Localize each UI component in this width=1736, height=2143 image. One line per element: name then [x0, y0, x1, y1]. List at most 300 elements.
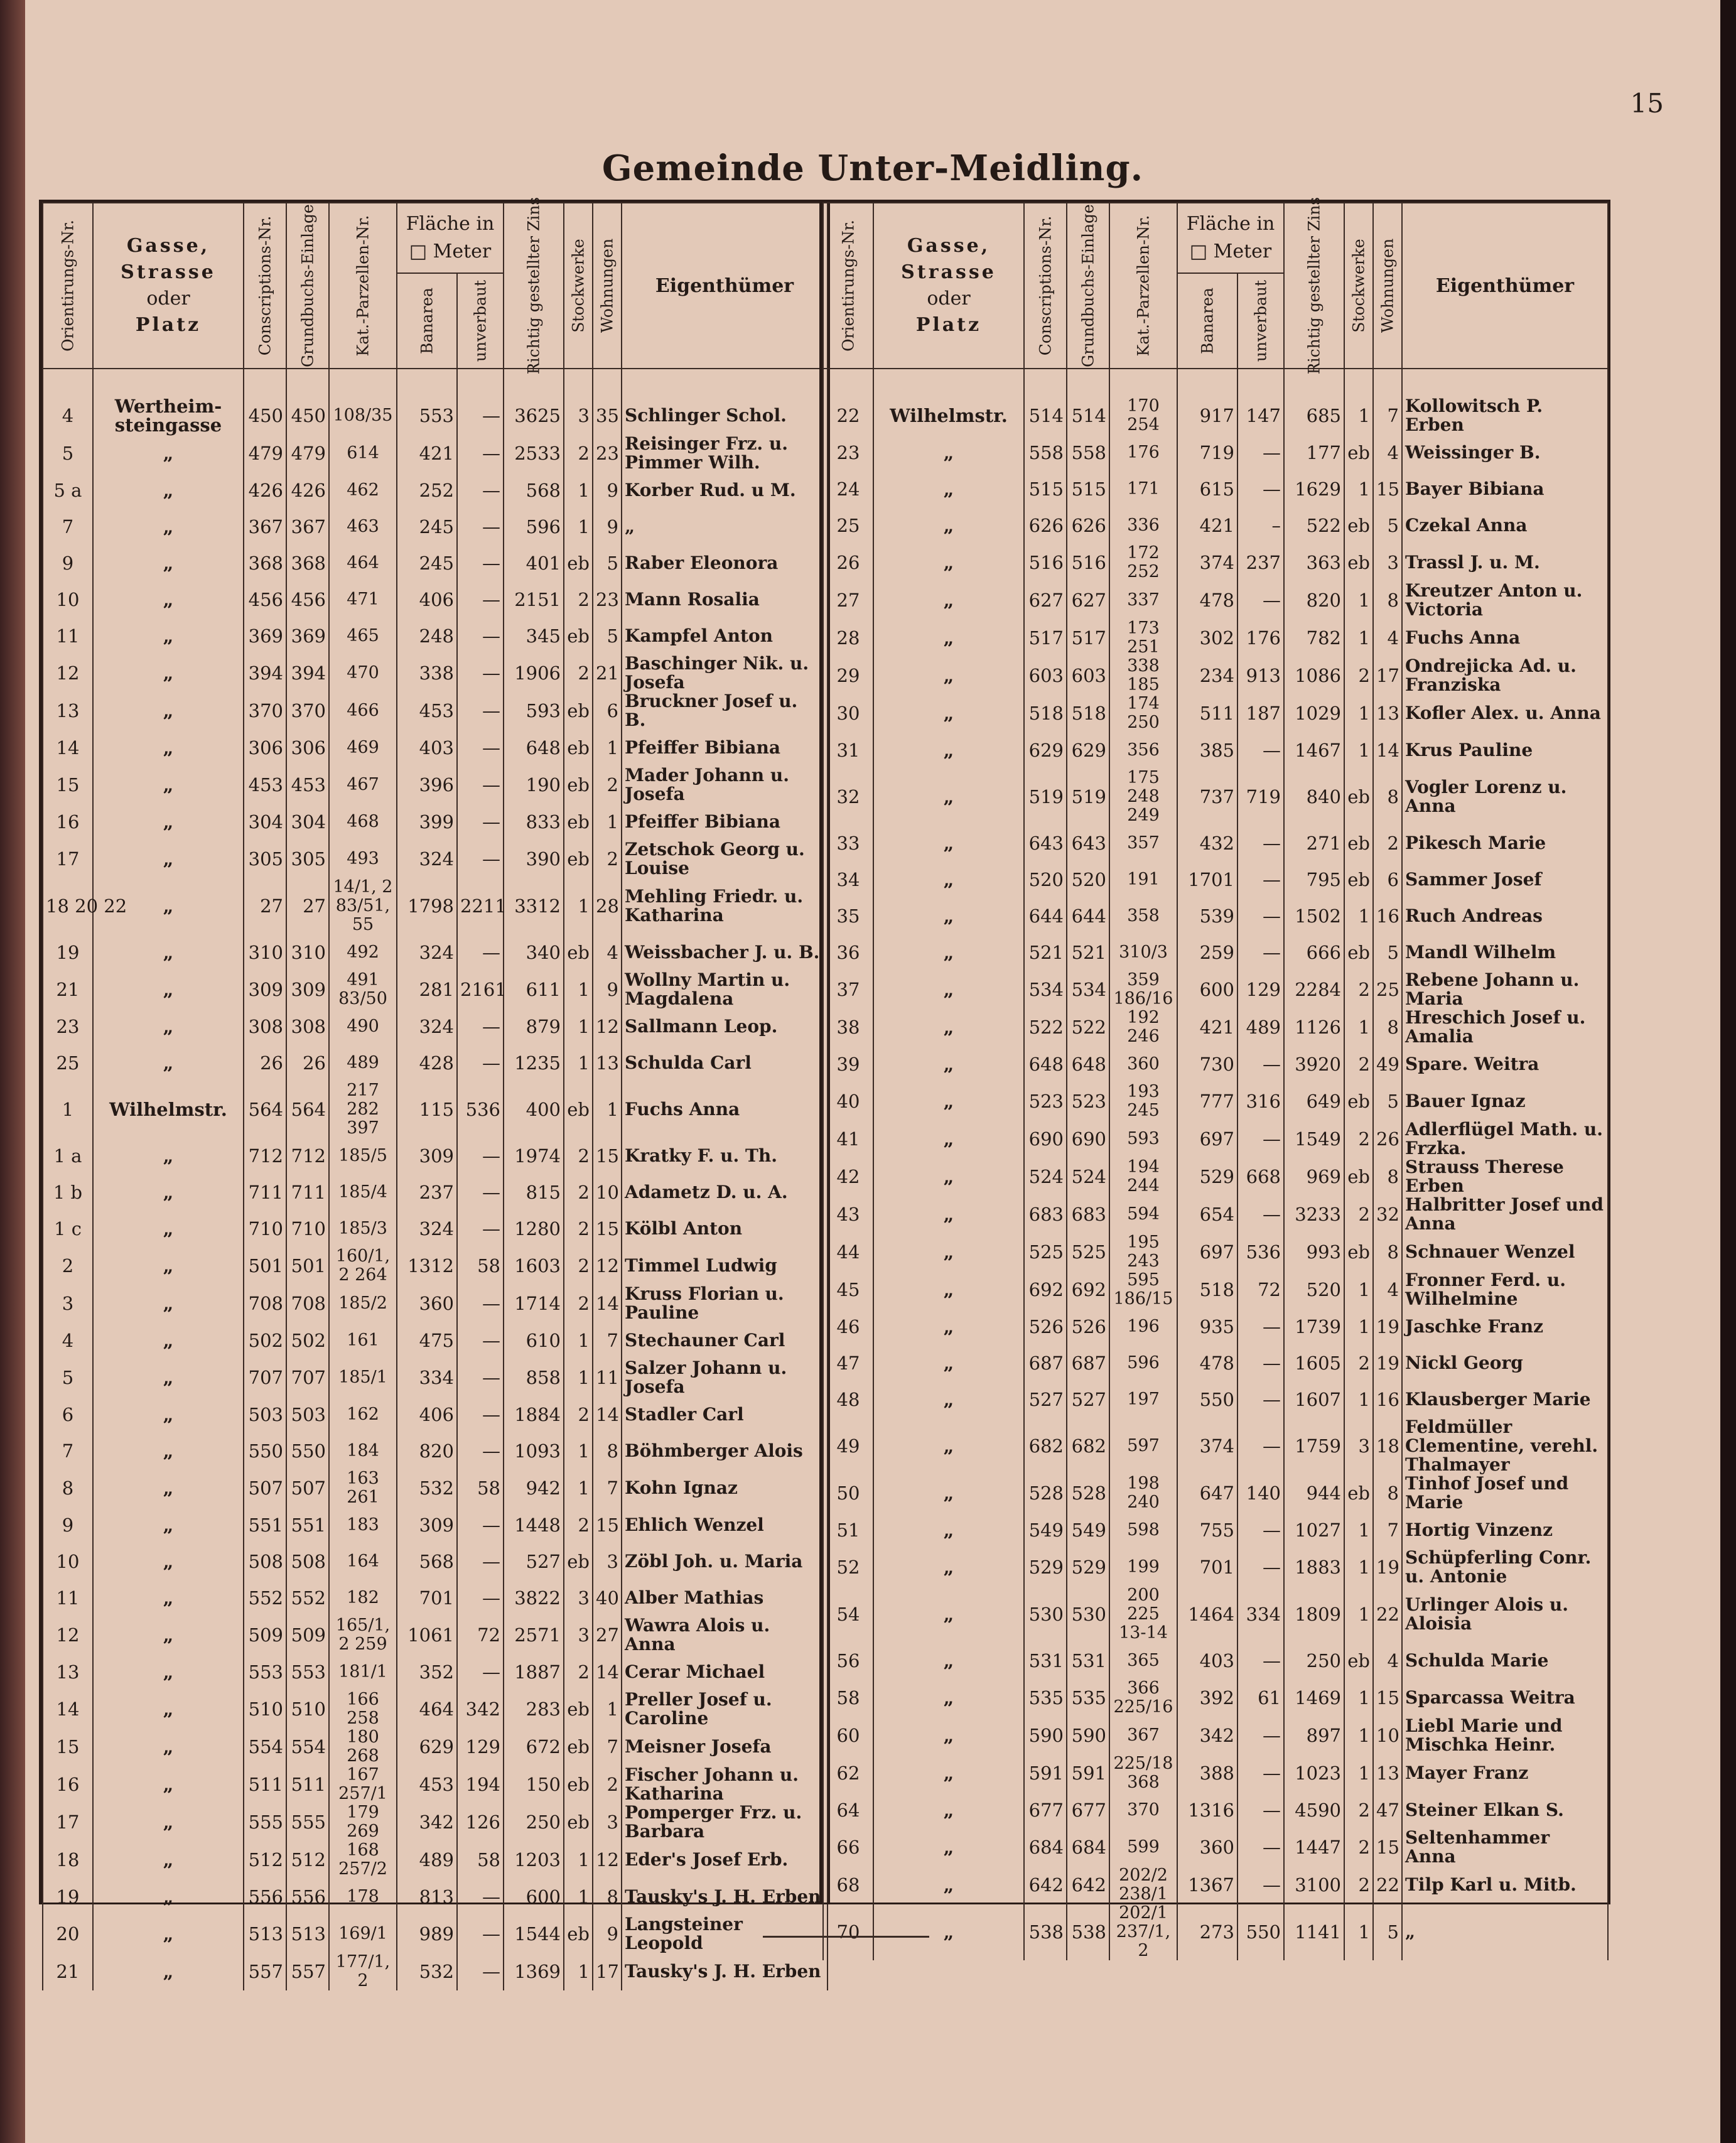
- table-row: [823, 1548, 1608, 1586]
- cell-zins: 1467: [1284, 732, 1344, 769]
- cell-kat-parzellen-nr: 465: [329, 618, 397, 654]
- cell-eigenthuemer: Klausberger Marie: [1402, 1381, 1608, 1418]
- cell-eigenthuemer: Tinhof Josef und Marie: [1402, 1474, 1608, 1512]
- cell-grundbuchs-einlage: 710: [286, 1211, 329, 1247]
- cell-kat-parzellen-nr: 614: [329, 435, 397, 472]
- cell-zins: 944: [1284, 1474, 1344, 1512]
- cell-orientirungs-nr: 17: [43, 1803, 93, 1841]
- cell-unverbaut: 668: [1237, 1158, 1284, 1196]
- cell-unverbaut: 316: [1237, 1082, 1284, 1120]
- cell-banarea: 529: [1177, 1158, 1237, 1196]
- cell-conscriptions-nr: 310: [244, 934, 286, 971]
- cell-orientirungs-nr: 46: [823, 1309, 873, 1345]
- cell-stockwerke: eb: [1344, 861, 1373, 898]
- cell-kat-parzellen-nr: 166 258: [329, 1690, 397, 1728]
- cell-unverbaut: —: [457, 730, 504, 766]
- table-row: [823, 619, 1608, 657]
- cell-orientirungs-nr: 11: [43, 618, 93, 654]
- cell-stockwerke: eb: [564, 692, 593, 730]
- cell-zins: 600: [504, 1879, 564, 1915]
- cell-kat-parzellen-nr: 464: [329, 545, 397, 581]
- cell-zins: 1974: [504, 1138, 564, 1174]
- cell-eigenthuemer: Zetschok Georg u. Louise: [622, 840, 828, 878]
- cell-eigenthuemer: Schnauer Wenzel: [1402, 1233, 1608, 1271]
- cell-wohnungen: 8: [1373, 581, 1402, 619]
- cell-orientirungs-nr: 37: [823, 971, 873, 1008]
- cell-conscriptions-nr: 305: [244, 840, 286, 878]
- cell-orientirungs-nr: 40: [823, 1082, 873, 1120]
- cell-orientirungs-nr: 35: [823, 898, 873, 934]
- header-unverbaut: unverbaut: [457, 273, 504, 369]
- table-row: [823, 769, 1608, 825]
- header-stockwerke: Stockwerke: [564, 203, 593, 369]
- cell-stockwerke: eb: [1344, 544, 1373, 581]
- cell-banarea: 1367: [1177, 1866, 1237, 1904]
- cell-zins: 1714: [504, 1285, 564, 1322]
- table-row: [823, 1474, 1608, 1512]
- cell-grundbuchs-einlage: 305: [286, 840, 329, 878]
- cell-unverbaut: —: [457, 1654, 504, 1690]
- cell-banarea: 532: [397, 1953, 457, 1990]
- cell-grundbuchs-einlage: 708: [286, 1285, 329, 1322]
- cell-unverbaut: —: [1237, 1120, 1284, 1158]
- cell-unverbaut: —: [1237, 898, 1284, 934]
- cell-grundbuchs-einlage: 304: [286, 804, 329, 840]
- cell-unverbaut: 176: [1237, 619, 1284, 657]
- cell-banarea: 1798: [397, 878, 457, 934]
- cell-grundbuchs-einlage: 523: [1067, 1082, 1109, 1120]
- cell-banarea: 403: [397, 730, 457, 766]
- cell-kat-parzellen-nr: 471: [329, 581, 397, 618]
- cell-stockwerke: 1: [564, 878, 593, 934]
- header-banarea: Banarea: [397, 273, 457, 369]
- cell-zins: 610: [504, 1322, 564, 1359]
- cell-eigenthuemer: Liebl Marie und Mischka Heinr.: [1402, 1717, 1608, 1754]
- cell-banarea: 1316: [1177, 1792, 1237, 1828]
- cell-gasse: „: [93, 1953, 244, 1990]
- cell-zins: 593: [504, 692, 564, 730]
- cell-wohnungen: 12: [593, 1247, 622, 1285]
- table-row: [823, 471, 1608, 507]
- cell-eigenthuemer: Kölbl Anton: [622, 1211, 828, 1247]
- cell-stockwerke: 1: [1344, 581, 1373, 619]
- cell-stockwerke: 2: [564, 1247, 593, 1285]
- table-row: [43, 1616, 828, 1654]
- cell-zins: 2151: [504, 581, 564, 618]
- cell-unverbaut: —: [457, 1543, 504, 1580]
- header-zins: Richtig gestellter Zins: [504, 203, 564, 369]
- cell-orientirungs-nr: 4: [43, 1322, 93, 1359]
- cell-conscriptions-nr: 453: [244, 766, 286, 804]
- cell-grundbuchs-einlage: 644: [1067, 898, 1109, 934]
- cell-orientirungs-nr: 68: [823, 1866, 873, 1904]
- cell-eigenthuemer: Fuchs Anna: [622, 1081, 828, 1138]
- cell-grundbuchs-einlage: 555: [286, 1803, 329, 1841]
- cell-wohnungen: 17: [1373, 657, 1402, 694]
- cell-zins: 3233: [1284, 1196, 1344, 1233]
- cell-conscriptions-nr: 708: [244, 1285, 286, 1322]
- cell-gasse: Wertheim-steingasse: [93, 369, 244, 435]
- cell-eigenthuemer: Bruckner Josef u. B.: [622, 692, 828, 730]
- cell-wohnungen: 12: [593, 1841, 622, 1879]
- cell-kat-parzellen-nr: 367: [1109, 1717, 1177, 1754]
- cell-unverbaut: 72: [1237, 1271, 1284, 1309]
- cell-grundbuchs-einlage: 642: [1067, 1866, 1109, 1904]
- cell-unverbaut: —: [457, 618, 504, 654]
- cell-gasse: „: [873, 1643, 1024, 1679]
- cell-wohnungen: 32: [1373, 1196, 1402, 1233]
- header-kat-parzellen-nr: Kat.-Parzellen-Nr.: [329, 203, 397, 369]
- cell-zins: 1369: [504, 1953, 564, 1990]
- cell-kat-parzellen-nr: 492: [329, 934, 397, 971]
- cell-zins: 1126: [1284, 1008, 1344, 1046]
- cell-eigenthuemer: Kofler Alex. u. Anna: [1402, 694, 1608, 732]
- cell-kat-parzellen-nr: 168 257/2: [329, 1841, 397, 1879]
- cell-unverbaut: —: [457, 1045, 504, 1081]
- table-row: [43, 1211, 828, 1247]
- cell-kat-parzellen-nr: 596: [1109, 1345, 1177, 1381]
- cell-stockwerke: 1: [1344, 1381, 1373, 1418]
- cell-grundbuchs-einlage: 26: [286, 1045, 329, 1081]
- cell-kat-parzellen-nr: 225/18 368: [1109, 1754, 1177, 1792]
- cell-unverbaut: —: [1237, 1309, 1284, 1345]
- cell-kat-parzellen-nr: 358: [1109, 898, 1177, 934]
- cell-wohnungen: 12: [593, 1008, 622, 1045]
- cell-grundbuchs-einlage: 553: [286, 1654, 329, 1690]
- cell-kat-parzellen-nr: 370: [1109, 1792, 1177, 1828]
- cell-kat-parzellen-nr: 176: [1109, 435, 1177, 471]
- cell-eigenthuemer: Böhmberger Alois: [622, 1433, 828, 1469]
- table-row: [43, 472, 828, 509]
- cell-conscriptions-nr: 558: [1024, 435, 1067, 471]
- cell-stockwerke: 1: [564, 1433, 593, 1469]
- cell-orientirungs-nr: 12: [43, 1616, 93, 1654]
- cell-stockwerke: 1: [564, 1008, 593, 1045]
- cell-banarea: 654: [1177, 1196, 1237, 1233]
- cell-orientirungs-nr: 30: [823, 694, 873, 732]
- register-table-right: [819, 197, 1610, 1960]
- cell-eigenthuemer: Urlinger Alois u. Aloisia: [1402, 1586, 1608, 1643]
- cell-orientirungs-nr: 28: [823, 619, 873, 657]
- cell-eigenthuemer: Seltenhammer Anna: [1402, 1828, 1608, 1866]
- cell-unverbaut: —: [1237, 1548, 1284, 1586]
- cell-kat-parzellen-nr: 202/2 238/1: [1109, 1866, 1177, 1904]
- cell-unverbaut: —: [1237, 1643, 1284, 1679]
- cell-gasse: „: [873, 1418, 1024, 1474]
- header-unverbaut: unverbaut: [1237, 273, 1284, 369]
- cell-conscriptions-nr: 682: [1024, 1418, 1067, 1474]
- cell-gasse: „: [93, 1654, 244, 1690]
- table-row: [823, 1512, 1608, 1548]
- cell-wohnungen: 5: [1373, 934, 1402, 971]
- cell-grundbuchs-einlage: 590: [1067, 1717, 1109, 1754]
- cell-unverbaut: —: [457, 1915, 504, 1953]
- table-row: [43, 654, 828, 692]
- cell-wohnungen: 13: [593, 1045, 622, 1081]
- cell-wohnungen: 15: [1373, 471, 1402, 507]
- cell-zins: 4590: [1284, 1792, 1344, 1828]
- register-page: [25, 0, 1720, 2143]
- cell-gasse: „: [93, 1285, 244, 1322]
- cell-stockwerke: eb: [564, 1543, 593, 1580]
- cell-wohnungen: 15: [1373, 1828, 1402, 1866]
- cell-zins: 1469: [1284, 1679, 1344, 1717]
- cell-zins: 1447: [1284, 1828, 1344, 1866]
- cell-wohnungen: 9: [593, 509, 622, 545]
- table-row: [823, 1904, 1608, 1960]
- table-row: [823, 1233, 1608, 1271]
- cell-wohnungen: 25: [1373, 971, 1402, 1008]
- cell-orientirungs-nr: 48: [823, 1381, 873, 1418]
- cell-stockwerke: 2: [564, 1507, 593, 1543]
- cell-zins: 1605: [1284, 1345, 1344, 1381]
- cell-unverbaut: —: [457, 934, 504, 971]
- table-row: [43, 1285, 828, 1322]
- cell-kat-parzellen-nr: 463: [329, 509, 397, 545]
- cell-banarea: 421: [1177, 1008, 1237, 1046]
- cell-zins: 820: [1284, 581, 1344, 619]
- cell-eigenthuemer: Mandl Wilhelm: [1402, 934, 1608, 971]
- cell-grundbuchs-einlage: 453: [286, 766, 329, 804]
- table-row: [823, 732, 1608, 769]
- cell-conscriptions-nr: 564: [244, 1081, 286, 1138]
- cell-orientirungs-nr: 27: [823, 581, 873, 619]
- cell-stockwerke: 1: [564, 472, 593, 509]
- cell-zins: 1093: [504, 1433, 564, 1469]
- cell-zins: 897: [1284, 1717, 1344, 1754]
- cell-banarea: 550: [1177, 1381, 1237, 1418]
- cell-gasse: „: [93, 766, 244, 804]
- cell-orientirungs-nr: 43: [823, 1196, 873, 1233]
- table-row: [823, 1046, 1608, 1082]
- cell-gasse: „: [873, 1381, 1024, 1418]
- cell-stockwerke: 2: [564, 1396, 593, 1433]
- cell-stockwerke: 2: [1344, 1120, 1373, 1158]
- cell-banarea: 252: [397, 472, 457, 509]
- cell-gasse: „: [93, 1138, 244, 1174]
- cell-banarea: 1312: [397, 1247, 457, 1285]
- cell-conscriptions-nr: 551: [244, 1507, 286, 1543]
- cell-zins: 520: [1284, 1271, 1344, 1309]
- cell-grundbuchs-einlage: 521: [1067, 934, 1109, 971]
- table-row: [43, 1803, 828, 1841]
- cell-orientirungs-nr: 14: [43, 1690, 93, 1728]
- cell-conscriptions-nr: 707: [244, 1359, 286, 1396]
- cell-orientirungs-nr: 50: [823, 1474, 873, 1512]
- cell-gasse: „: [873, 1046, 1024, 1082]
- cell-eigenthuemer: Sparcassa Weitra: [1402, 1679, 1608, 1717]
- cell-kat-parzellen-nr: 597: [1109, 1418, 1177, 1474]
- cell-unverbaut: —: [1237, 1046, 1284, 1082]
- cell-unverbaut: —: [457, 369, 504, 435]
- cell-stockwerke: 1: [564, 1359, 593, 1396]
- cell-stockwerke: 2: [564, 1138, 593, 1174]
- cell-eigenthuemer: Mehling Friedr. u. Katharina: [622, 878, 828, 934]
- table-row: [43, 1690, 828, 1728]
- cell-gasse: „: [93, 1174, 244, 1211]
- cell-eigenthuemer: Hreschich Josef u. Amalia: [1402, 1008, 1608, 1046]
- cell-grundbuchs-einlage: 677: [1067, 1792, 1109, 1828]
- cell-conscriptions-nr: 309: [244, 971, 286, 1008]
- cell-grundbuchs-einlage: 692: [1067, 1271, 1109, 1309]
- cell-stockwerke: 2: [1344, 657, 1373, 694]
- cell-eigenthuemer: Weissinger B.: [1402, 435, 1608, 471]
- cell-zins: 2284: [1284, 971, 1344, 1008]
- cell-stockwerke: 1: [1344, 1754, 1373, 1792]
- cell-orientirungs-nr: 60: [823, 1717, 873, 1754]
- cell-wohnungen: 8: [1373, 1008, 1402, 1046]
- cell-unverbaut: —: [457, 804, 504, 840]
- cell-gasse: „: [93, 1841, 244, 1879]
- cell-kat-parzellen-nr: 177/1, 2: [329, 1953, 397, 1990]
- table-row: [823, 657, 1608, 694]
- cell-grundbuchs-einlage: 502: [286, 1322, 329, 1359]
- table-row: [43, 766, 828, 804]
- cell-zins: 1603: [504, 1247, 564, 1285]
- cell-grundbuchs-einlage: 538: [1067, 1904, 1109, 1960]
- cell-orientirungs-nr: 10: [43, 1543, 93, 1580]
- cell-eigenthuemer: Bayer Bibiana: [1402, 471, 1608, 507]
- cell-eigenthuemer: Schlinger Schol.: [622, 369, 828, 435]
- cell-kat-parzellen-nr: 470: [329, 654, 397, 692]
- cell-stockwerke: 1: [1344, 898, 1373, 934]
- cell-conscriptions-nr: 450: [244, 369, 286, 435]
- closing-rule: [763, 1936, 929, 1938]
- table-left: [42, 197, 828, 1990]
- table-row: [823, 1008, 1608, 1046]
- cell-grundbuchs-einlage: 514: [1067, 369, 1109, 435]
- cell-wohnungen: 19: [1373, 1548, 1402, 1586]
- cell-zins: 271: [1284, 825, 1344, 861]
- cell-stockwerke: 1: [1344, 1512, 1373, 1548]
- cell-stockwerke: 3: [564, 369, 593, 435]
- cell-kat-parzellen-nr: 194 244: [1109, 1158, 1177, 1196]
- cell-unverbaut: 536: [457, 1081, 504, 1138]
- cell-orientirungs-nr: 52: [823, 1548, 873, 1586]
- cell-orientirungs-nr: 9: [43, 1507, 93, 1543]
- cell-eigenthuemer: Fuchs Anna: [1402, 619, 1608, 657]
- cell-gasse: „: [93, 1008, 244, 1045]
- cell-zins: 150: [504, 1766, 564, 1803]
- cell-wohnungen: 14: [593, 1285, 622, 1322]
- cell-orientirungs-nr: 21: [43, 971, 93, 1008]
- cell-unverbaut: 342: [457, 1690, 504, 1728]
- cell-kat-parzellen-nr: 173 251: [1109, 619, 1177, 657]
- cell-orientirungs-nr: 64: [823, 1792, 873, 1828]
- cell-gasse: „: [873, 1082, 1024, 1120]
- cell-conscriptions-nr: 512: [244, 1841, 286, 1879]
- cell-gasse: „: [93, 878, 244, 934]
- cell-unverbaut: —: [457, 1879, 504, 1915]
- table-row: [823, 1158, 1608, 1196]
- cell-kat-parzellen-nr: 338 185: [1109, 657, 1177, 694]
- cell-gasse: „: [873, 825, 1024, 861]
- cell-wohnungen: 8: [1373, 769, 1402, 825]
- cell-conscriptions-nr: 603: [1024, 657, 1067, 694]
- cell-kat-parzellen-nr: 491 83/50: [329, 971, 397, 1008]
- cell-unverbaut: 2211: [457, 878, 504, 934]
- cell-conscriptions-nr: 591: [1024, 1754, 1067, 1792]
- cell-orientirungs-nr: 16: [43, 804, 93, 840]
- cell-stockwerke: eb: [564, 1915, 593, 1953]
- cell-eigenthuemer: Pomperger Frz. u. Barbara: [622, 1803, 828, 1841]
- cell-conscriptions-nr: 367: [244, 509, 286, 545]
- cell-kat-parzellen-nr: 185/3: [329, 1211, 397, 1247]
- cell-grundbuchs-einlage: 503: [286, 1396, 329, 1433]
- cell-unverbaut: —: [457, 840, 504, 878]
- cell-stockwerke: eb: [564, 1803, 593, 1841]
- cell-gasse: „: [873, 769, 1024, 825]
- cell-stockwerke: 1: [564, 509, 593, 545]
- cell-banarea: 737: [1177, 769, 1237, 825]
- table-row: [823, 1828, 1608, 1866]
- cell-kat-parzellen-nr: 185/1: [329, 1359, 397, 1396]
- cell-conscriptions-nr: 627: [1024, 581, 1067, 619]
- cell-grundbuchs-einlage: 306: [286, 730, 329, 766]
- cell-orientirungs-nr: 39: [823, 1046, 873, 1082]
- cell-unverbaut: 2161: [457, 971, 504, 1008]
- cell-orientirungs-nr: 54: [823, 1586, 873, 1643]
- cell-orientirungs-nr: 34: [823, 861, 873, 898]
- cell-orientirungs-nr: 51: [823, 1512, 873, 1548]
- cell-wohnungen: 11: [593, 1359, 622, 1396]
- cell-gasse: „: [873, 971, 1024, 1008]
- cell-conscriptions-nr: 692: [1024, 1271, 1067, 1309]
- cell-grundbuchs-einlage: 557: [286, 1953, 329, 1990]
- cell-unverbaut: —: [1237, 1512, 1284, 1548]
- cell-grundbuchs-einlage: 648: [1067, 1046, 1109, 1082]
- cell-eigenthuemer: Wollny Martin u. Magdalena: [622, 971, 828, 1008]
- cell-banarea: 532: [397, 1469, 457, 1507]
- cell-kat-parzellen-nr: 185/5: [329, 1138, 397, 1174]
- cell-grundbuchs-einlage: 527: [1067, 1381, 1109, 1418]
- cell-zins: 993: [1284, 1233, 1344, 1271]
- cell-orientirungs-nr: 7: [43, 509, 93, 545]
- cell-gasse: „: [93, 1879, 244, 1915]
- cell-banarea: 259: [1177, 934, 1237, 971]
- cell-zins: 283: [504, 1690, 564, 1728]
- cell-conscriptions-nr: 526: [1024, 1309, 1067, 1345]
- table-row: [823, 898, 1608, 934]
- cell-stockwerke: 2: [564, 654, 593, 692]
- cell-orientirungs-nr: 33: [823, 825, 873, 861]
- cell-unverbaut: —: [1237, 861, 1284, 898]
- table-row: [823, 694, 1608, 732]
- table-row: [43, 618, 828, 654]
- cell-banarea: 475: [397, 1322, 457, 1359]
- cell-wohnungen: 8: [1373, 1158, 1402, 1196]
- cell-eigenthuemer: Salzer Johann u. Josefa: [622, 1359, 828, 1396]
- cell-kat-parzellen-nr: 198 240: [1109, 1474, 1177, 1512]
- cell-eigenthuemer: Halbritter Josef und Anna: [1402, 1196, 1608, 1233]
- cell-conscriptions-nr: 527: [1024, 1381, 1067, 1418]
- table-row: [823, 861, 1608, 898]
- cell-zins: 3920: [1284, 1046, 1344, 1082]
- cell-eigenthuemer: Fronner Ferd. u. Wilhelmine: [1402, 1271, 1608, 1309]
- cell-gasse: „: [873, 1474, 1024, 1512]
- cell-conscriptions-nr: 529: [1024, 1548, 1067, 1586]
- cell-orientirungs-nr: 6: [43, 1396, 93, 1433]
- cell-grundbuchs-einlage: 516: [1067, 544, 1109, 581]
- cell-unverbaut: 61: [1237, 1679, 1284, 1717]
- header-banarea: Banarea: [1177, 273, 1237, 369]
- cell-orientirungs-nr: 24: [823, 471, 873, 507]
- cell-stockwerke: 1: [1344, 1904, 1373, 1960]
- cell-banarea: 406: [397, 581, 457, 618]
- cell-wohnungen: 5: [593, 545, 622, 581]
- cell-banarea: 245: [397, 509, 457, 545]
- cell-unverbaut: —: [1237, 471, 1284, 507]
